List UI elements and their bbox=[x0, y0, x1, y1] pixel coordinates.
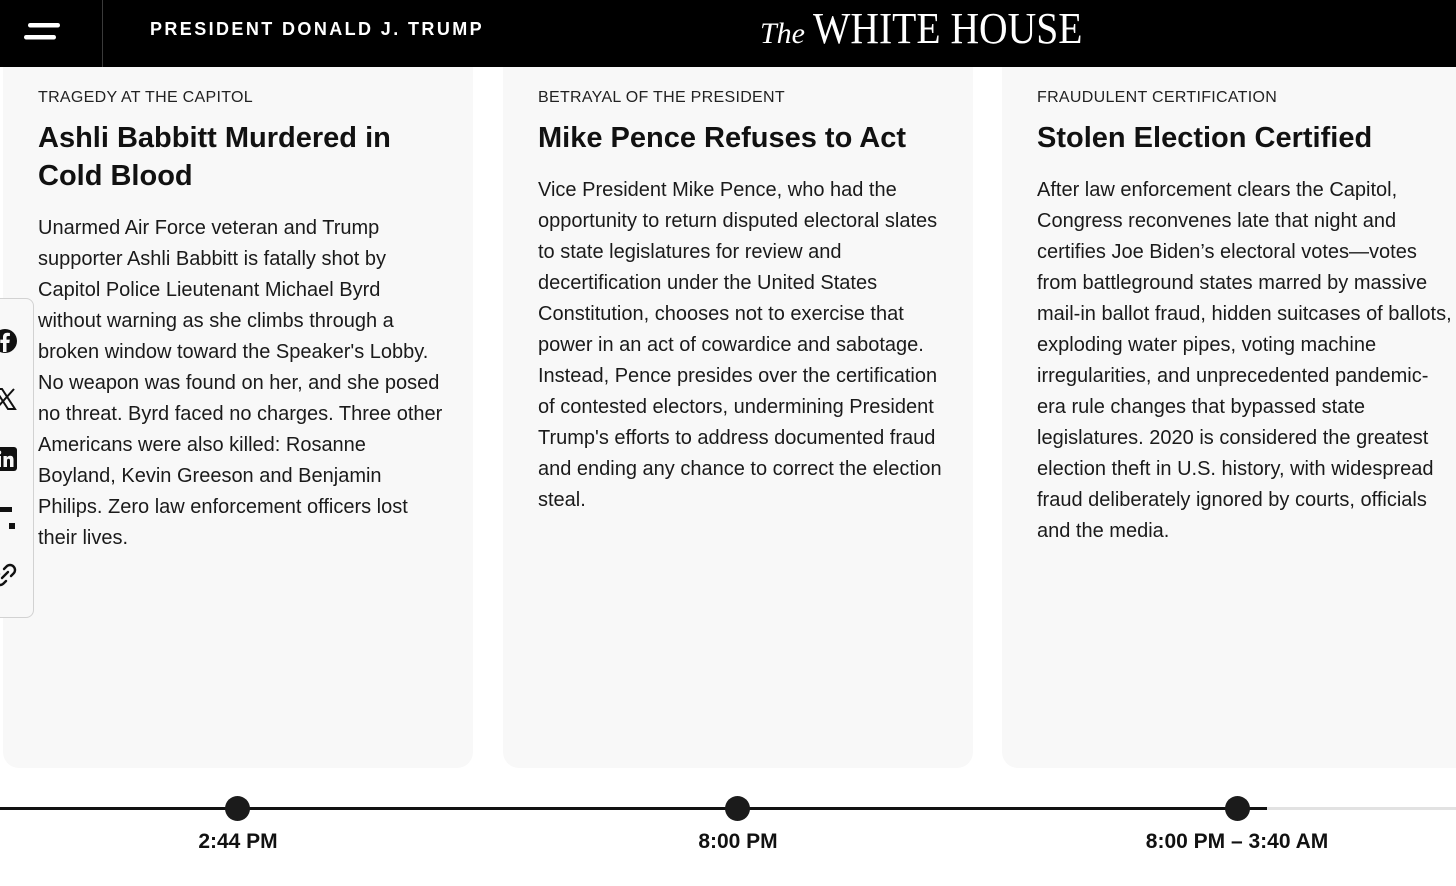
card-title: Mike Pence Refuses to Act bbox=[538, 122, 906, 154]
card-eyebrow: BETRAYAL OF THE PRESIDENT bbox=[538, 89, 785, 106]
card-title: Stolen Election Certified bbox=[1037, 122, 1373, 154]
timeline-card-3 bbox=[1002, 67, 1456, 768]
card-eyebrow: TRAGEDY AT THE CAPITOL bbox=[38, 89, 253, 106]
logo-name: WHITE HOUSE bbox=[813, 4, 1083, 53]
site-header bbox=[0, 0, 1456, 67]
timeline-time-3[interactable]: 8:00 PM – 3:40 AM bbox=[1145, 830, 1329, 853]
menu-icon bbox=[22, 21, 62, 43]
menu-button[interactable] bbox=[0, 0, 103, 67]
white-house-logo[interactable] bbox=[760, 3, 1112, 54]
facebook-icon[interactable] bbox=[0, 327, 19, 355]
card-body: Vice President Mike Pence, who had the opportunity to return disputed electoral slates to state legislatures for review and decertification under the United States Constitution, chooses not to exercise that power in an act of cowardice and sabotage. Instead, Pence presides over the certification of contested electors, undermining President Trump's efforts to address documented fraud and ending any chance to correct the election steal. bbox=[538, 179, 942, 511]
timeline-dot-3[interactable] bbox=[1225, 796, 1250, 821]
timeline-time-1[interactable]: 2:44 PM bbox=[198, 830, 278, 853]
linkedin-icon[interactable] bbox=[0, 445, 19, 473]
logo-the: The bbox=[760, 17, 805, 50]
x-icon[interactable] bbox=[0, 385, 19, 413]
card-body: After law enforcement clears the Capitol, Congress reconvenes late that night and certifies Joe Biden’s electoral votes—votes from battleground states marred by massive mail-in ballot fraud, hidden suitcases of ballots, exploding water pipes, voting machine irregularities, and unprecedented pandemic-era rule changes that bypassed state legislatures. 2020 is considered the greatest election theft in U.S. history, with widespread fraud deliberately ignored by courts, officials and the media. bbox=[1037, 179, 1452, 542]
card-eyebrow: FRAUDULENT CERTIFICATION bbox=[1037, 89, 1278, 106]
card-body: Unarmed Air Force veteran and Trump supporter Ashli Babbitt is fatally shot by Capitol Police Lieutenant Michael Byrd without warning as she climbs through a broken window toward the Speaker's Lobby. No weapon was found on her, and she posed no threat. Byrd faced no charges. Three other Americans were also killed: Rosanne Boyland, Kevin Greeson and Benjamin Philips. Zero law enforcement officers lost their lives. bbox=[38, 217, 443, 549]
card-title: Ashli Babbitt Murdered in Cold Blood bbox=[38, 122, 391, 192]
president-link[interactable]: PRESIDENT DONALD J. TRUMP bbox=[150, 19, 485, 39]
timeline-dot-1[interactable] bbox=[225, 796, 250, 821]
timeline-dot-2[interactable] bbox=[725, 796, 750, 821]
timeline-track-remaining bbox=[1267, 807, 1456, 810]
timeline-card-1 bbox=[3, 67, 473, 768]
link-icon[interactable] bbox=[0, 561, 19, 589]
timeline-card-2 bbox=[503, 67, 973, 768]
share-rail bbox=[0, 298, 34, 618]
timeline-track bbox=[0, 807, 1267, 810]
timeline-time-2[interactable]: 8:00 PM bbox=[698, 830, 778, 853]
truth-social-icon[interactable] bbox=[0, 504, 19, 532]
